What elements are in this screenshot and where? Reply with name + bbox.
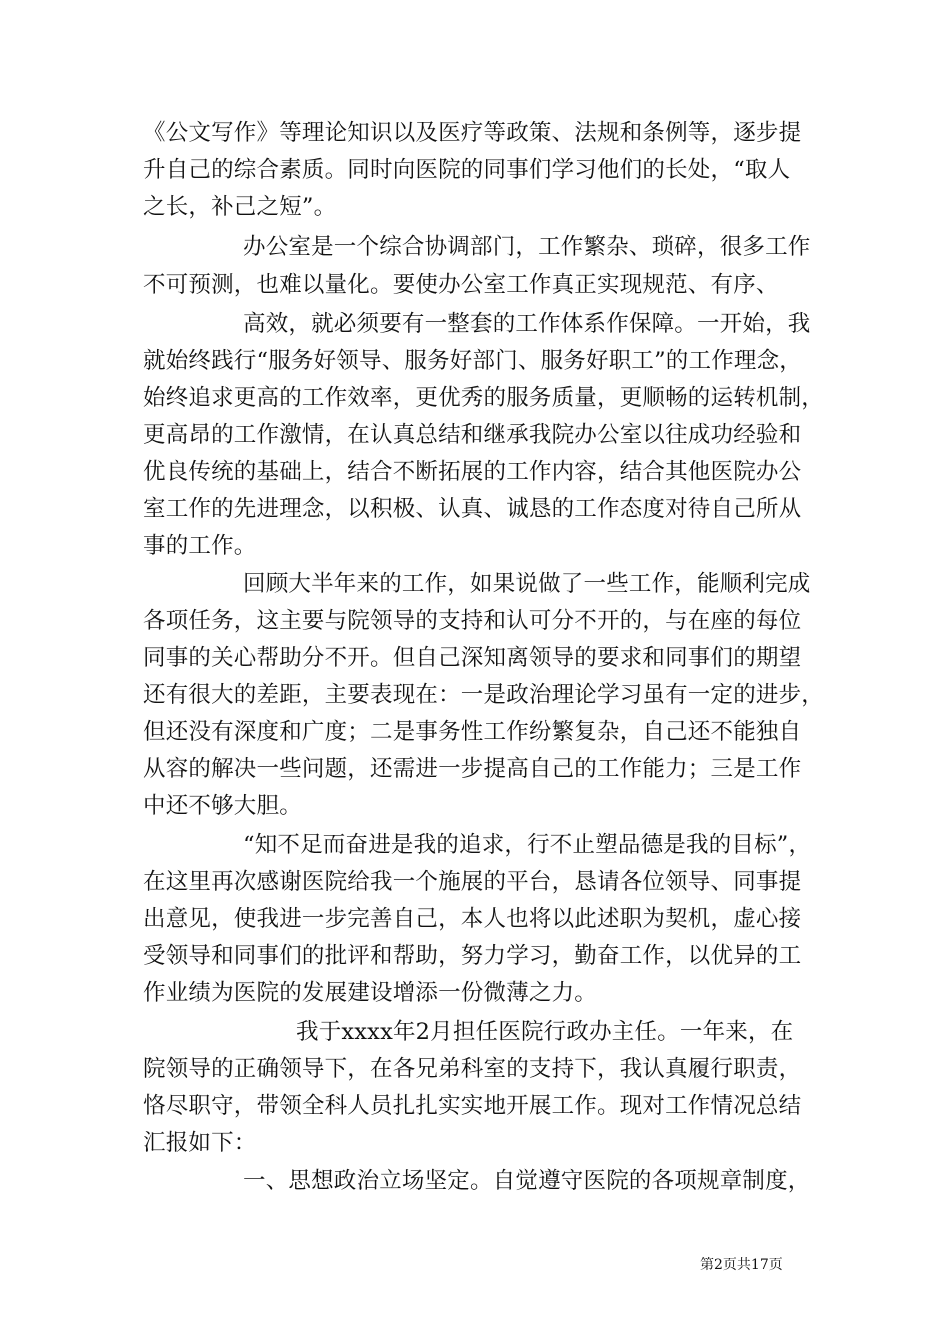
text-line: 还有很大的差距，主要表现在：一是政治理论学习虽有一定的进步， — [143, 682, 825, 708]
text-line: 高效，就必须要有一整套的工作体系作保障。一开始，我 — [243, 311, 811, 337]
text-line: 受领导和同事们的批评和帮助，努力学习，勤奋工作，以优异的工 — [143, 943, 802, 969]
text-line: 升自己的综合素质。同时向医院的同事们学习他们的长处，“取人 — [143, 157, 791, 183]
text-line: 就始终践行“服务好领导、服务好部门、服务好职工”的工作理念， — [143, 348, 803, 374]
text-line: 办公室是一个综合协调部门，工作繁杂、琐碎，很多工作 — [243, 234, 811, 260]
text-line: 事的工作。 — [143, 533, 257, 559]
text-line: 优良传统的基础上，结合不断拓展的工作内容，结合其他医院办公 — [143, 459, 802, 485]
text-line: 《公文写作》等理论知识以及医疗等政策、法规和条例等，逐步提 — [143, 120, 802, 146]
text-line: 一、思想政治立场坚定。自觉遵守医院的各项规章制度， — [243, 1168, 811, 1194]
text-line: 作业绩为医院的发展建设增添一份微薄之力。 — [143, 980, 598, 1006]
text-line: “知不足而奋进是我的追求，行不止塑品德是我的目标”， — [243, 832, 812, 858]
text-line: 从容的解决一些问题，还需进一步提高自己的工作能力；三是工作 — [143, 756, 802, 782]
text-line: 各项任务，这主要与院领导的支持和认可分不开的，与在座的每位 — [143, 608, 802, 634]
text-line: 室工作的先进理念，以积极、认真、诚恳的工作态度对待自己所从 — [143, 496, 802, 522]
text-line: 同事的关心帮助分不开。但自己深知离领导的要求和同事们的期望 — [143, 645, 802, 671]
page-number-footer: 第2页共17页 — [700, 1257, 783, 1273]
text-line: 院领导的正确领导下，在各兄弟科室的支持下，我认真履行职责， — [143, 1056, 802, 1082]
text-line: 汇报如下： — [143, 1130, 257, 1156]
text-line: 在这里再次感谢医院给我一个施展的平台，恳请各位领导、同事提 — [143, 869, 802, 895]
text-line: 但还没有深度和广度；二是事务性工作纷繁复杂，自己还不能独自 — [143, 719, 802, 745]
text-line: 不可预测，也难以量化。要使办公室工作真正实现规范、有序、 — [143, 272, 779, 298]
text-line: 之长，补己之短”。 — [143, 194, 337, 220]
text-line: 回顾大半年来的工作，如果说做了一些工作，能顺利完成 — [243, 571, 811, 597]
text-line: 中还不够大胆。 — [143, 793, 302, 819]
text-line: 恪尽职守，带领全科人员扎扎实实地开展工作。现对工作情况总结 — [143, 1093, 802, 1119]
text-line: 更高昂的工作激情，在认真总结和继承我院办公室以往成功经验和 — [143, 422, 802, 448]
text-line: 出意见，使我进一步完善自己，本人也将以此述职为契机，虚心接 — [143, 906, 802, 932]
text-line: 我于xxxx年2月担任医院行政办主任。一年来，在 — [296, 1019, 794, 1045]
text-line: 始终追求更高的工作效率，更优秀的服务质量，更顺畅的运转机制， — [143, 385, 825, 411]
